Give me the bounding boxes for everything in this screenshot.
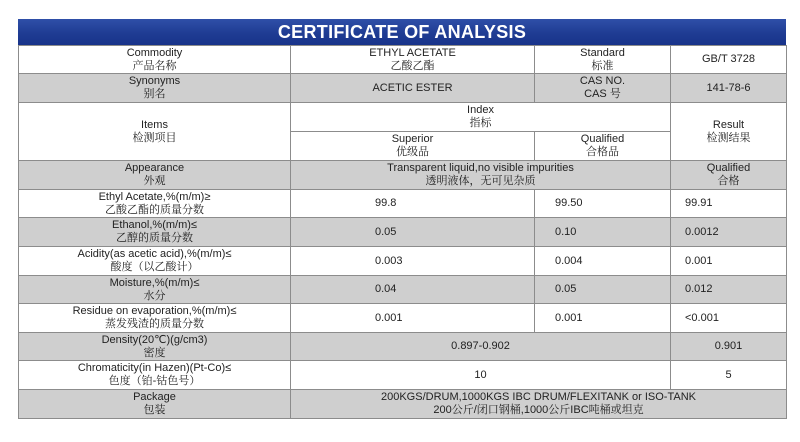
qualified-value: 0.001 [535,304,671,333]
density-row [19,333,787,361]
index-value: 10 [291,361,671,390]
qualified-value: 0.004 [535,247,671,276]
item-label: Ethanol,%(m/m)≤ 乙醇的质量分数 [19,218,291,247]
package-value: 200KGS/DRUM,1000KGS IBC DRUM/FLEXITANK or ISO-TANK 200公斤/闭口钢桶,1000公斤IBC吨桶或坦克 [291,390,787,419]
result-value: 0.0012 [671,218,787,247]
item-label: Acidity(as acetic acid),%(m/m)≤ 酸度（以乙酸计） [19,247,291,276]
superior-value: 0.003 [291,247,535,276]
synonyms-value: ACETIC ESTER [291,74,535,103]
cas-value: 141-78-6 [671,74,787,103]
superior-value: 0.04 [291,276,535,304]
commodity-row [19,46,787,74]
result-value: Qualified 合格 [671,161,787,190]
qualified-header: Qualified 合格品 [535,132,671,161]
cas-label: CAS NO. CAS 号 [535,74,671,103]
standard-label: Standard 标准 [535,46,671,74]
result-value: 99.91 [671,190,787,218]
commodity-label: Commodity 产品名称 [19,46,291,74]
synonyms-label: Synonyms 别名 [19,74,291,103]
item-label: Density(20℃)(g/cm3) 密度 [19,333,291,361]
index-value: Transparent liquid,no visible impurities 透明液体，无可见杂质 [291,161,671,190]
chromaticity-row [19,361,787,390]
qualified-value: 0.10 [535,218,671,247]
item-label: Appearance 外观 [19,161,291,190]
commodity-value: ETHYL ACETATE 乙酸乙酯 [291,46,535,74]
item-label: Package 包装 [19,390,291,419]
item-label: Ethyl Acetate,%(m/m)≥ 乙酸乙酯的质量分数 [19,190,291,218]
superior-value: 99.8 [291,190,535,218]
acidity-row [19,247,787,276]
index-value: 0.897-0.902 [291,333,671,361]
item-label: Moisture,%(m/m)≤ 水分 [19,276,291,304]
package-row [19,390,787,419]
result-value: 0.012 [671,276,787,304]
residue-row [19,304,787,333]
qualified-value: 99.50 [535,190,671,218]
moisture-row [19,276,787,304]
appearance-row [19,161,787,190]
superior-header: Superior 优级品 [291,132,535,161]
qualified-value: 0.05 [535,276,671,304]
result-value: 0.001 [671,247,787,276]
superior-value: 0.001 [291,304,535,333]
result-header: Result 检测结果 [671,103,787,161]
items-header: Items 检测项目 [19,103,291,161]
result-value: 5 [671,361,787,390]
item-label: Chromaticity(in Hazen)(Pt-Co)≤ 色度（铂-钴色号） [19,361,291,390]
item-label: Residue on evaporation,%(m/m)≤ 蒸发残渣的质量分数 [19,304,291,333]
standard-value: GB/T 3728 [671,46,787,74]
result-value: 0.901 [671,333,787,361]
analysis-table [18,45,787,419]
index-header: Index 指标 [291,103,671,132]
ethyl-acetate-row [19,190,787,218]
certificate-title: CERTIFICATE OF ANALYSIS [18,19,786,45]
header-row [19,103,787,132]
ethanol-row [19,218,787,247]
result-value: <0.001 [671,304,787,333]
synonyms-row [19,74,787,103]
superior-value: 0.05 [291,218,535,247]
